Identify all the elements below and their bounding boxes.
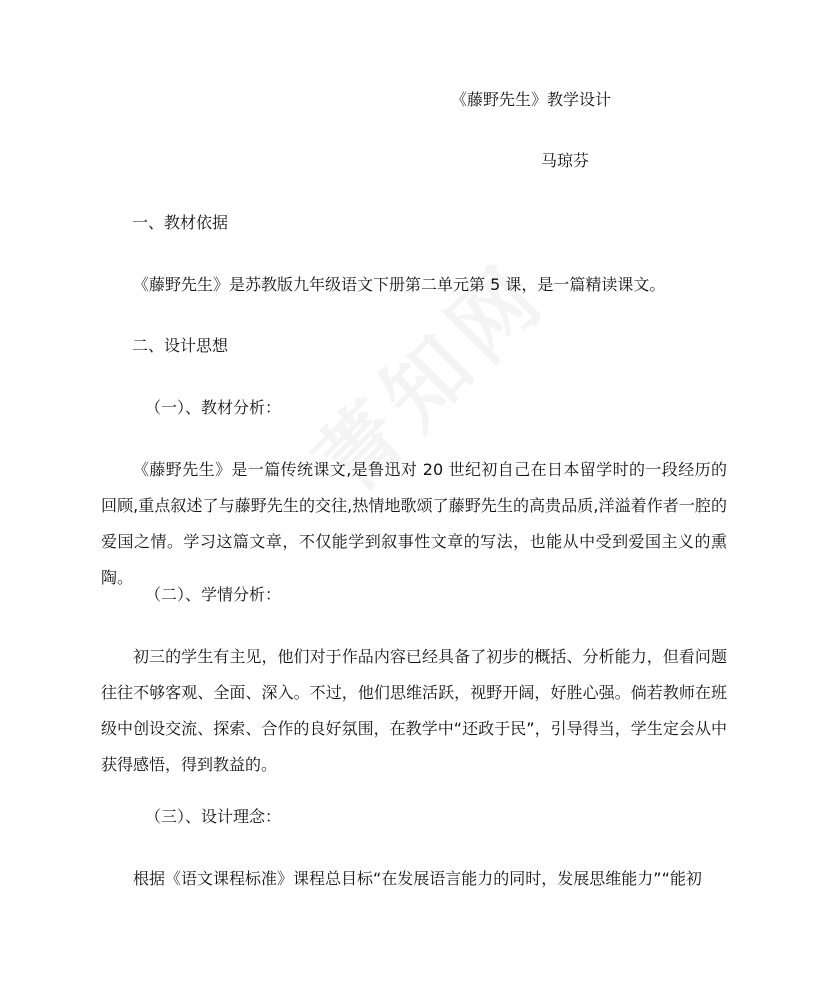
section-heading-design-thinking: 二、设计思想 (132, 336, 229, 355)
paragraph-material-analysis: 《藤野先生》是一篇传统课文,是鲁迅对 20 世纪初自己在日本留学时的一段经历的回顾,重点叙述了与藤野先生的交往,热情地歌颂了藤野先生的高贵品质,洋溢着作者一腔的爱国之情。学习这篇文章，不仅能学到叙事性文章的写法，也能从中受到爱国主义的熏陶。 (101, 460, 727, 587)
paragraph-design-concept: 根据《语文课程标准》课程总目标“在发展语言能力的同时，发展思维能力”“能初 (133, 869, 702, 888)
author-name: 马琼芬 (541, 151, 590, 170)
subsection-heading-design-concept: （三）、设计理念： (145, 807, 282, 826)
paragraph-student-analysis: 初三的学生有主见，他们对于作品内容已经具备了初步的概括、分析能力，但看问题往往不够客观、全面、深入。不过，他们思维活跃，视野开阔，好胜心强。倘若教师在班级中创设交流、探索、合作的良好氛围，在教学中“还政于民”，引导得当，学生定会从中获得感悟，得到教益的。 (101, 647, 727, 774)
subsection-heading-student-analysis: （二）、学情分析： (145, 585, 282, 604)
section-heading-basis: 一、教材依据 (132, 213, 229, 232)
document-title: 《藤野先生》教学设计 (451, 90, 612, 109)
paragraph-basis: 《藤野先生》是苏教版九年级语文下册第二单元第 5 课，是一篇精读课文。 (133, 275, 666, 294)
subsection-heading-material-analysis: （一）、教材分析： (145, 398, 282, 417)
